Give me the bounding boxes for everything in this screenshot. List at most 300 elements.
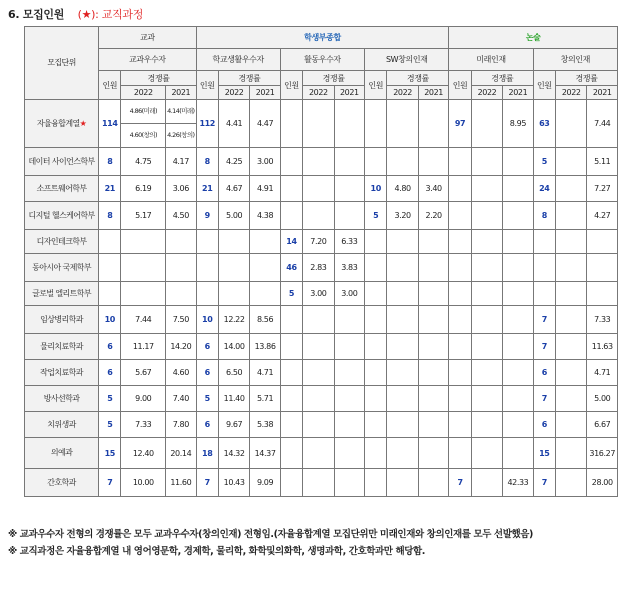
- unit-name: 자율융합계열: [36, 118, 80, 128]
- unit-name: 데이터 사이언스학부: [28, 156, 95, 166]
- rate-cell: 5.17: [121, 202, 166, 230]
- rate-cell: 3.20: [387, 202, 418, 230]
- rate-cell: [503, 230, 533, 254]
- rate-cell: [334, 412, 364, 438]
- unit-name: 디자인테크학부: [36, 236, 87, 246]
- header-inwon: 인원: [196, 71, 218, 100]
- count-cell: 8: [99, 148, 121, 176]
- rate-cell: [218, 282, 249, 306]
- header-competition: 경쟁률: [387, 71, 449, 86]
- rate-cell: [334, 334, 364, 360]
- rate-cell: 7.20: [303, 230, 334, 254]
- table-row: [25, 282, 618, 306]
- unit-cell: [25, 148, 99, 176]
- rate-cell: 5.11: [587, 148, 618, 176]
- rate-cell: [471, 360, 502, 386]
- count-cell: [533, 254, 555, 282]
- footnotes: [8, 528, 628, 559]
- count-cell: [99, 230, 121, 254]
- rate-cell: [334, 360, 364, 386]
- rate-cell: [303, 438, 334, 469]
- count-cell: [365, 230, 387, 254]
- count-cell: [533, 282, 555, 306]
- rate-cell: 7.44: [587, 100, 618, 148]
- header-competition: 경쟁률: [303, 71, 365, 86]
- rate-cell: [418, 360, 449, 386]
- count-cell: 10: [365, 176, 387, 202]
- rate-cell: [471, 469, 502, 497]
- header-competition: 경쟁률: [121, 71, 196, 86]
- rate-cell: 14.00: [218, 334, 249, 360]
- rate-cell: 5.00: [218, 202, 249, 230]
- header-year-2021: 2021: [418, 86, 449, 100]
- rate-cell: [387, 438, 418, 469]
- header-year-2022: 2022: [218, 86, 249, 100]
- rate-cell: 13.86: [250, 334, 280, 360]
- count-cell: [449, 306, 471, 334]
- rate-cell: [555, 412, 586, 438]
- rate-cell: [387, 334, 418, 360]
- header-year-2021: 2021: [503, 86, 533, 100]
- admission-table: [24, 26, 618, 497]
- rate-cell: [471, 282, 502, 306]
- count-cell: 46: [280, 254, 302, 282]
- unit-cell: [25, 176, 99, 202]
- rate-cell: [387, 469, 418, 497]
- unit-name: 글로벌 엘리트학부: [32, 288, 92, 298]
- header-competition: 경쟁률: [471, 71, 533, 86]
- count-cell: [99, 254, 121, 282]
- unit-cell: [25, 412, 99, 438]
- count-cell: 7: [99, 469, 121, 497]
- rate-cell: [418, 230, 449, 254]
- rate-cell: [303, 412, 334, 438]
- rate-cell: [250, 254, 280, 282]
- rate-cell: [555, 148, 586, 176]
- unit-cell: [25, 230, 99, 254]
- count-cell: 6: [533, 412, 555, 438]
- count-cell: [280, 306, 302, 334]
- rate-cell: 14.37: [250, 438, 280, 469]
- rate-cell: 10.00: [121, 469, 166, 497]
- header-year-2021: 2021: [334, 86, 364, 100]
- count-cell: 5: [196, 386, 218, 412]
- rate-cell: 4.67: [218, 176, 249, 202]
- unit-cell: [25, 386, 99, 412]
- rate-cell: [555, 306, 586, 334]
- count-cell: [196, 230, 218, 254]
- rate-cell: 3.40: [418, 176, 449, 202]
- header-inwon: 인원: [280, 71, 302, 100]
- rate-cell: [418, 100, 449, 148]
- rate-cell: [503, 360, 533, 386]
- header-year-2022: 2022: [555, 86, 586, 100]
- rate-cell: 9.00: [121, 386, 166, 412]
- rate-cell: [555, 386, 586, 412]
- rate-cell: [471, 148, 502, 176]
- count-cell: [280, 386, 302, 412]
- header-year-2022: 2022: [303, 86, 334, 100]
- table-row: [25, 254, 618, 282]
- rate-cell: [503, 148, 533, 176]
- rate-cell: [503, 254, 533, 282]
- unit-name: 치위생과: [47, 419, 76, 429]
- rate-cell: 4.38: [250, 202, 280, 230]
- count-cell: 7: [196, 469, 218, 497]
- count-cell: 8: [99, 202, 121, 230]
- count-cell: 10: [99, 306, 121, 334]
- rate-cell: [555, 202, 586, 230]
- table-row: [25, 412, 618, 438]
- rate-cell: [555, 438, 586, 469]
- count-cell: [280, 100, 302, 148]
- rate-cell: 10.43: [218, 469, 249, 497]
- rate-cell: 3.00: [334, 282, 364, 306]
- rate-cell: [555, 176, 586, 202]
- count-cell: 5: [365, 202, 387, 230]
- count-cell: [449, 360, 471, 386]
- rate-cell: [166, 230, 196, 254]
- unit-cell: [25, 202, 99, 230]
- rate-cell: 4.47: [250, 100, 280, 148]
- rate-cell: [503, 176, 533, 202]
- count-cell: 97: [449, 100, 471, 148]
- rate-cell: [555, 469, 586, 497]
- rate-cell: [418, 438, 449, 469]
- rate-cell: [471, 438, 502, 469]
- rate-cell: [418, 282, 449, 306]
- rate-cell: 11.60: [166, 469, 196, 497]
- count-cell: [365, 360, 387, 386]
- rate-subvalue: 4.14(미래): [166, 100, 195, 124]
- rate-cell: [418, 412, 449, 438]
- rate-cell: 8.95: [503, 100, 533, 148]
- rate-cell: [334, 386, 364, 412]
- rate-cell: 9.67: [218, 412, 249, 438]
- rate-cell: [418, 254, 449, 282]
- rate-cell: 4.71: [250, 360, 280, 386]
- rate-cell: [303, 148, 334, 176]
- rate-cell: [334, 306, 364, 334]
- unit-cell: [25, 306, 99, 334]
- rate-cell: [303, 386, 334, 412]
- rate-cell: 6.19: [121, 176, 166, 202]
- rate-cell: [555, 254, 586, 282]
- rate-cell: [166, 254, 196, 282]
- rate-cell: 20.14: [166, 438, 196, 469]
- rate-cell: [166, 100, 196, 148]
- rate-cell: [303, 360, 334, 386]
- rate-cell: 8.56: [250, 306, 280, 334]
- unit-name: 작업치료학과: [40, 367, 83, 377]
- rate-cell: [387, 254, 418, 282]
- rate-cell: [418, 306, 449, 334]
- count-cell: [365, 386, 387, 412]
- count-cell: [196, 254, 218, 282]
- unit-name: 물리치료학과: [40, 341, 83, 351]
- unit-name: 방사선학과: [43, 393, 80, 403]
- rate-cell: 11.17: [121, 334, 166, 360]
- section-title: 6. 모집인원: [8, 8, 65, 21]
- rate-cell: [121, 230, 166, 254]
- rate-cell: [303, 176, 334, 202]
- rate-cell: 28.00: [587, 469, 618, 497]
- rate-cell: [555, 282, 586, 306]
- unit-cell: [25, 254, 99, 282]
- header-gyogwa-woosu: 교과우수자: [99, 49, 196, 71]
- header-mirae: 미래인재: [449, 49, 533, 71]
- rate-cell: 14.32: [218, 438, 249, 469]
- rate-cell: [303, 334, 334, 360]
- rate-cell: [303, 202, 334, 230]
- rate-cell: 4.71: [587, 360, 618, 386]
- unit-cell: [25, 334, 99, 360]
- count-cell: [365, 254, 387, 282]
- header-inwon: 인원: [449, 71, 471, 100]
- count-cell: [449, 438, 471, 469]
- rate-cell: 5.67: [121, 360, 166, 386]
- count-cell: 63: [533, 100, 555, 148]
- rate-cell: [555, 334, 586, 360]
- count-cell: [449, 386, 471, 412]
- rate-cell: [555, 360, 586, 386]
- count-cell: [365, 334, 387, 360]
- rate-cell: 4.17: [166, 148, 196, 176]
- rate-cell: 4.80: [387, 176, 418, 202]
- unit-name: 임상병리학과: [40, 314, 83, 324]
- header-competition: 경쟁률: [555, 71, 617, 86]
- header-unit: 모집단위: [25, 27, 99, 100]
- rate-cell: 3.00: [250, 148, 280, 176]
- count-cell: 18: [196, 438, 218, 469]
- rate-cell: [218, 254, 249, 282]
- rate-cell: [471, 230, 502, 254]
- count-cell: [280, 334, 302, 360]
- count-cell: [280, 469, 302, 497]
- rate-cell: [555, 230, 586, 254]
- rate-cell: [334, 176, 364, 202]
- teaching-course-star: ★: [79, 118, 87, 128]
- rate-subvalue: 4.26(창의): [167, 131, 195, 140]
- table-row: [25, 438, 618, 469]
- rate-cell: [471, 100, 502, 148]
- rate-cell: 4.60: [166, 360, 196, 386]
- rate-cell: [587, 230, 618, 254]
- unit-cell: [25, 438, 99, 469]
- count-cell: [449, 202, 471, 230]
- unit-name: 동아시아 국제학부: [32, 262, 92, 272]
- legend: [78, 8, 143, 21]
- rate-cell: [387, 386, 418, 412]
- count-cell: [449, 176, 471, 202]
- header-sw: SW창의인재: [365, 49, 449, 71]
- rate-subvalue: 4.86(미래): [121, 100, 165, 124]
- header-year-2022: 2022: [471, 86, 502, 100]
- count-cell: [449, 412, 471, 438]
- section-heading: [8, 6, 143, 22]
- count-cell: 112: [196, 100, 218, 148]
- count-cell: [280, 412, 302, 438]
- rate-cell: 316.27: [587, 438, 618, 469]
- rate-cell: [218, 230, 249, 254]
- rate-cell: [471, 202, 502, 230]
- count-cell: 24: [533, 176, 555, 202]
- rate-cell: [503, 306, 533, 334]
- rate-cell: [121, 100, 166, 148]
- rate-cell: 2.83: [303, 254, 334, 282]
- count-cell: 5: [99, 386, 121, 412]
- rate-cell: 3.00: [303, 282, 334, 306]
- count-cell: [449, 148, 471, 176]
- count-cell: [280, 202, 302, 230]
- unit-name: 간호학과: [47, 477, 76, 487]
- count-cell: 7: [533, 306, 555, 334]
- table-row: [25, 176, 618, 202]
- header-year-2021: 2021: [166, 86, 196, 100]
- header-changui: 창의인재: [533, 49, 617, 71]
- rate-cell: [418, 386, 449, 412]
- unit-name: 소프트웨어학부: [36, 183, 87, 193]
- rate-cell: 7.33: [121, 412, 166, 438]
- count-cell: [449, 254, 471, 282]
- count-cell: 10: [196, 306, 218, 334]
- header-hakseng: 학교생활우수자: [196, 49, 280, 71]
- rate-cell: 7.27: [587, 176, 618, 202]
- table-row: [25, 469, 618, 497]
- count-cell: 5: [533, 148, 555, 176]
- rate-cell: [121, 282, 166, 306]
- count-cell: 21: [99, 176, 121, 202]
- count-cell: [365, 412, 387, 438]
- count-cell: 7: [533, 469, 555, 497]
- table-row: [25, 230, 618, 254]
- header-year-2022: 2022: [387, 86, 418, 100]
- rate-cell: 6.67: [587, 412, 618, 438]
- rate-cell: 5.38: [250, 412, 280, 438]
- rate-cell: 2.20: [418, 202, 449, 230]
- rate-cell: 3.06: [166, 176, 196, 202]
- count-cell: [533, 230, 555, 254]
- rate-cell: [334, 202, 364, 230]
- rate-cell: [250, 282, 280, 306]
- count-cell: 6: [196, 334, 218, 360]
- rate-cell: [334, 438, 364, 469]
- count-cell: 14: [280, 230, 302, 254]
- table-row: [25, 100, 618, 148]
- rate-cell: [471, 334, 502, 360]
- count-cell: 7: [449, 469, 471, 497]
- rate-cell: [503, 438, 533, 469]
- rate-cell: 9.09: [250, 469, 280, 497]
- rate-cell: [166, 282, 196, 306]
- rate-cell: 4.27: [587, 202, 618, 230]
- rate-cell: 7.50: [166, 306, 196, 334]
- count-cell: [449, 230, 471, 254]
- rate-cell: [471, 386, 502, 412]
- rate-cell: [387, 148, 418, 176]
- rate-cell: [303, 469, 334, 497]
- rate-cell: 6.33: [334, 230, 364, 254]
- table-row: [25, 334, 618, 360]
- rate-cell: [303, 100, 334, 148]
- count-cell: [280, 148, 302, 176]
- rate-cell: 4.41: [218, 100, 249, 148]
- rate-cell: [387, 412, 418, 438]
- rate-cell: 4.91: [250, 176, 280, 202]
- count-cell: [365, 469, 387, 497]
- rate-cell: [387, 282, 418, 306]
- count-cell: 6: [533, 360, 555, 386]
- count-cell: [365, 100, 387, 148]
- header-group-gyogwa: 교과: [99, 27, 196, 49]
- rate-cell: 7.44: [121, 306, 166, 334]
- table-row: [25, 306, 618, 334]
- rate-cell: [587, 254, 618, 282]
- rate-cell: [387, 230, 418, 254]
- rate-cell: [387, 360, 418, 386]
- rate-cell: [471, 254, 502, 282]
- table-row: [25, 202, 618, 230]
- table-row: [25, 386, 618, 412]
- legend-mark: (★): [77, 8, 96, 21]
- rate-cell: [334, 148, 364, 176]
- count-cell: 114: [99, 100, 121, 148]
- rate-cell: 4.50: [166, 202, 196, 230]
- rate-cell: 3.83: [334, 254, 364, 282]
- count-cell: 8: [533, 202, 555, 230]
- unit-cell: [25, 360, 99, 386]
- count-cell: 6: [99, 334, 121, 360]
- count-cell: [365, 306, 387, 334]
- unit-cell: [25, 282, 99, 306]
- count-cell: [449, 334, 471, 360]
- rate-cell: 6.50: [218, 360, 249, 386]
- count-cell: 5: [280, 282, 302, 306]
- rate-cell: [387, 306, 418, 334]
- rate-cell: 7.80: [166, 412, 196, 438]
- header-year-2021: 2021: [250, 86, 280, 100]
- count-cell: [365, 148, 387, 176]
- rate-cell: 12.22: [218, 306, 249, 334]
- rate-cell: [334, 469, 364, 497]
- count-cell: 6: [196, 412, 218, 438]
- rate-cell: 11.40: [218, 386, 249, 412]
- count-cell: [365, 438, 387, 469]
- header-group-hakjong: 학생부종합: [196, 27, 449, 49]
- rate-cell: 12.40: [121, 438, 166, 469]
- rate-cell: [503, 386, 533, 412]
- count-cell: 7: [533, 334, 555, 360]
- header-hwaldong: 활동우수자: [280, 49, 364, 71]
- header-inwon: 인원: [99, 71, 121, 100]
- rate-cell: [418, 334, 449, 360]
- rate-subvalue: 4.60(창의): [129, 131, 157, 140]
- header-inwon: 인원: [365, 71, 387, 100]
- rate-cell: [121, 254, 166, 282]
- header-year-2021: 2021: [587, 86, 618, 100]
- rate-cell: [503, 202, 533, 230]
- rate-cell: [503, 412, 533, 438]
- rate-cell: 7.33: [587, 306, 618, 334]
- count-cell: [280, 176, 302, 202]
- header-year-2022: 2022: [121, 86, 166, 100]
- rate-cell: [503, 282, 533, 306]
- rate-cell: [303, 306, 334, 334]
- rate-cell: [387, 100, 418, 148]
- count-cell: 21: [196, 176, 218, 202]
- rate-cell: [587, 282, 618, 306]
- count-cell: 15: [533, 438, 555, 469]
